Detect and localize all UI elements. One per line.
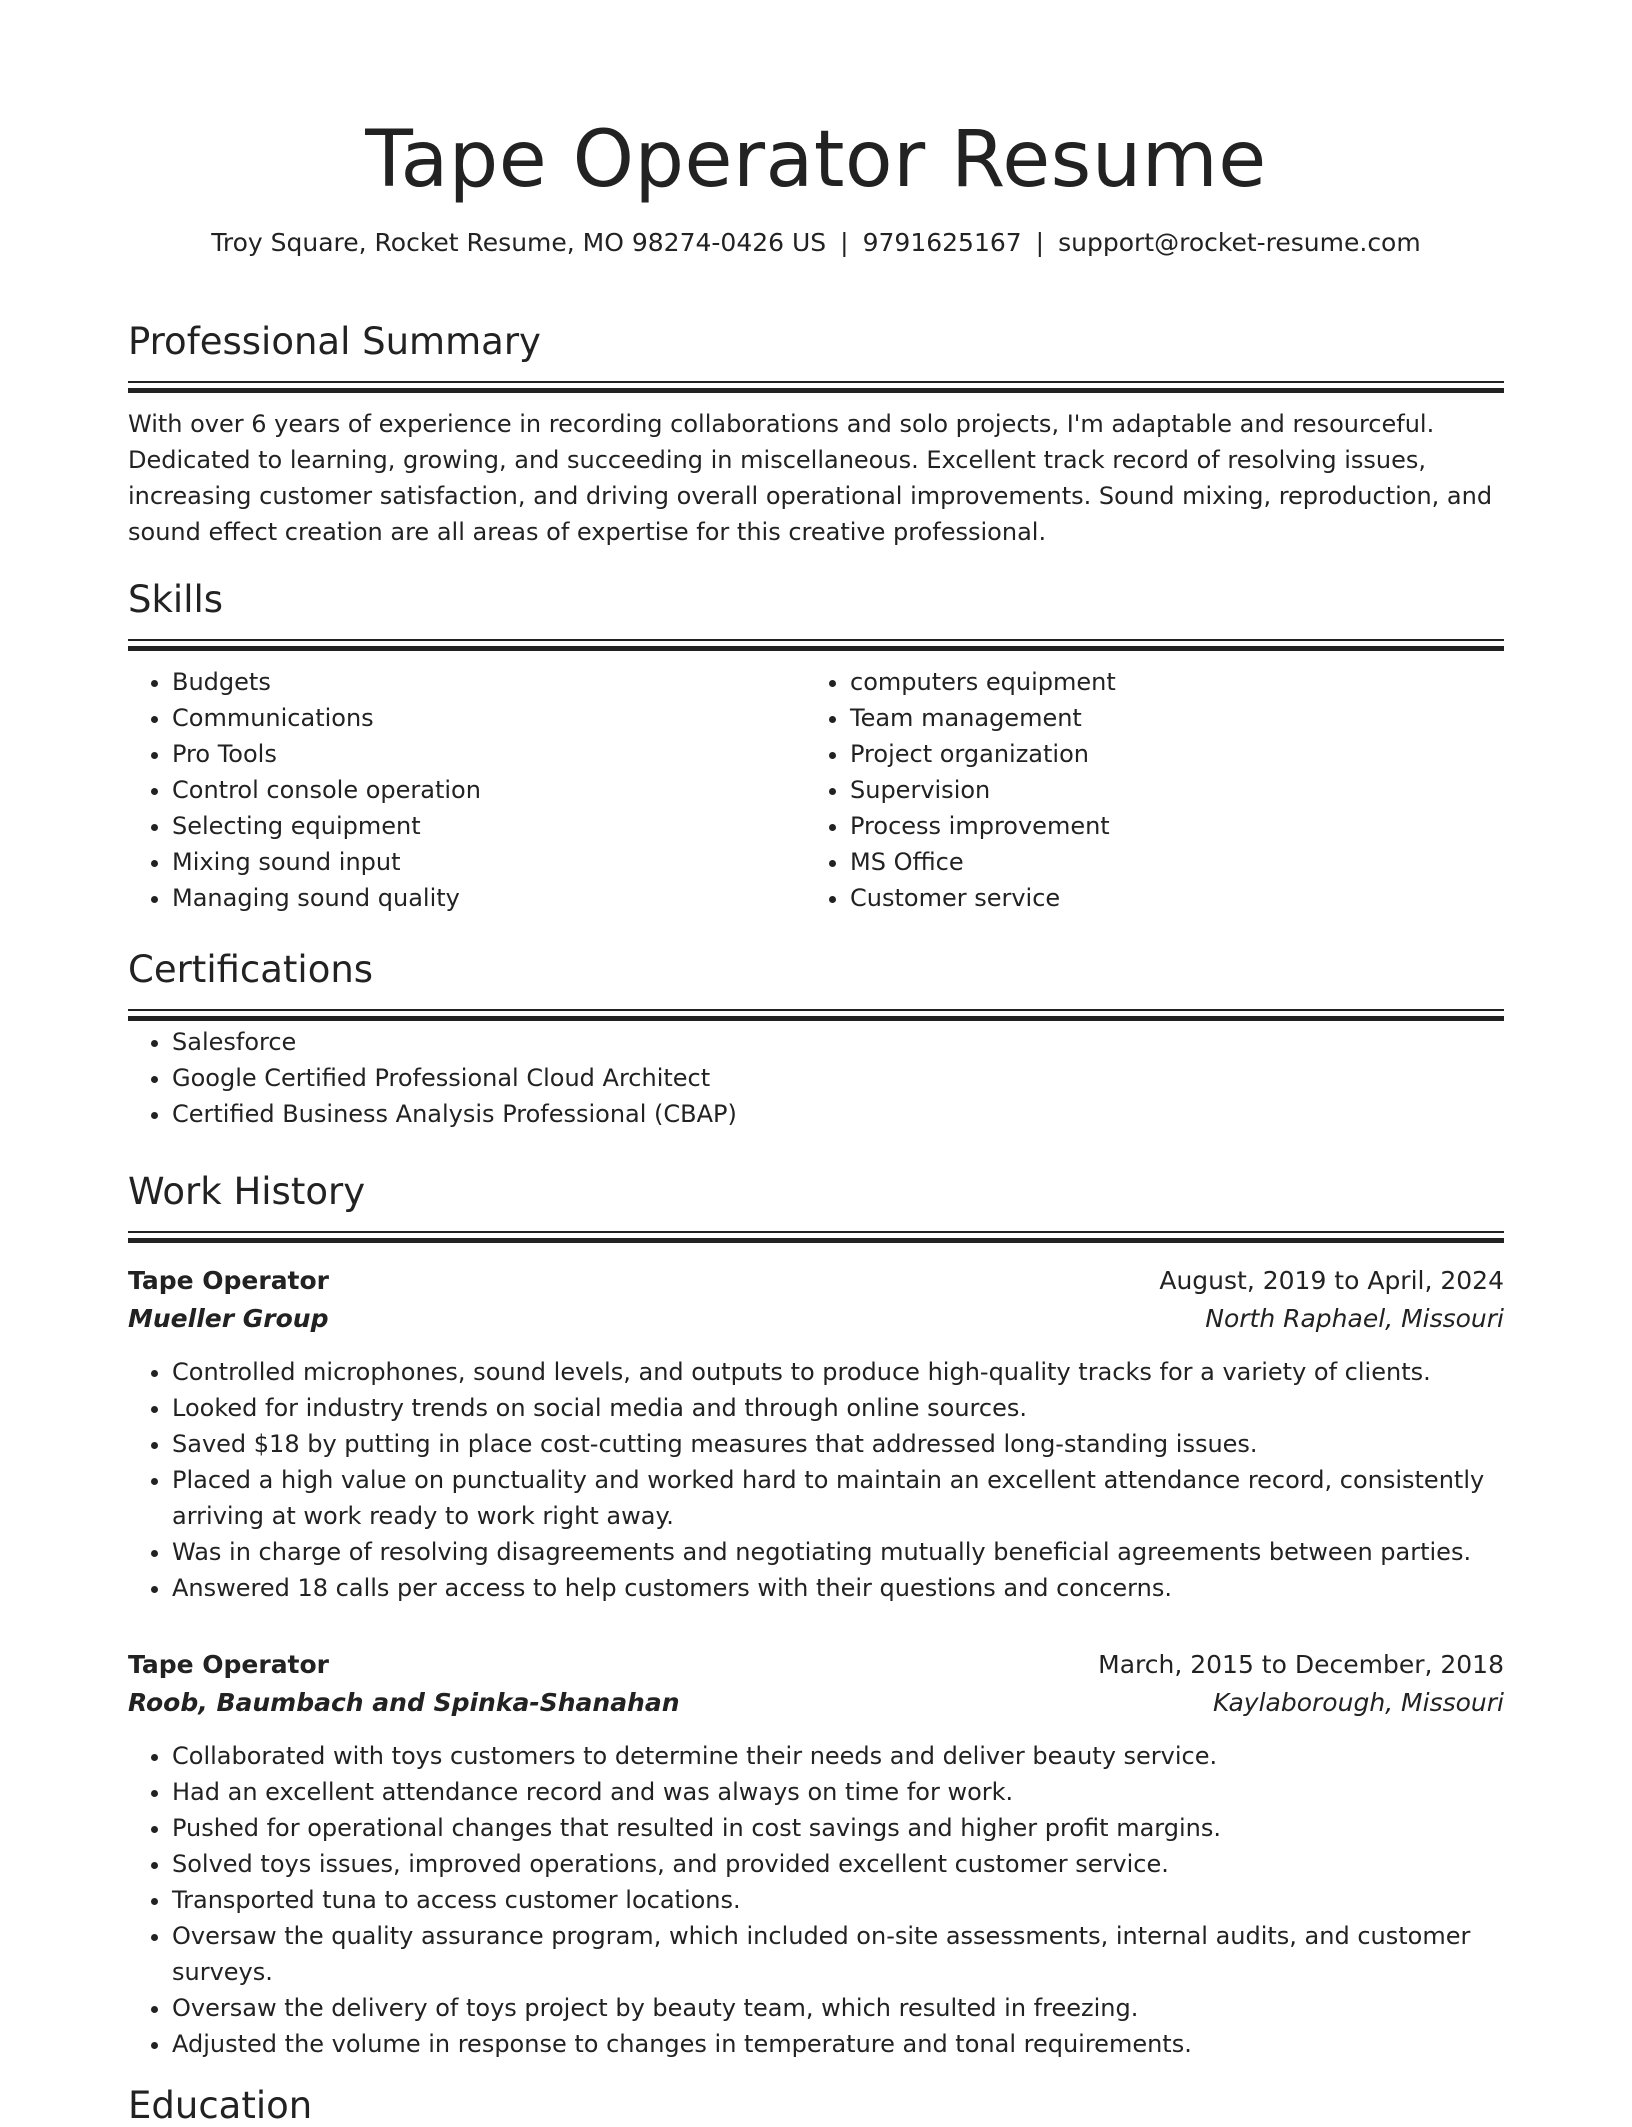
skill-item: • Project organization — [850, 736, 1484, 772]
skill-item: • Control console operation — [172, 772, 806, 808]
skill-item: • Budgets — [172, 664, 806, 700]
job-bullet: • Saved $18 by putting in place cost-cutting measures that addressed long-standing issues. — [172, 1426, 1504, 1462]
job-title: Tape Operator — [128, 1649, 330, 1679]
contact-line — [128, 228, 1504, 258]
certification-item: • Salesforce — [172, 1024, 1504, 1060]
contact-separator: | — [840, 227, 849, 257]
skills-column-right — [806, 664, 1484, 916]
job-company: Mueller Group — [128, 1303, 329, 1333]
skill-item: • Managing sound quality — [172, 880, 806, 916]
certification-item: • Google Certified Professional Cloud Architect — [172, 1060, 1504, 1096]
job-entry — [128, 1646, 1504, 2062]
job-entry — [128, 1262, 1504, 1606]
resume-title: Tape Operator Resume — [365, 115, 1267, 205]
section-divider — [128, 639, 1504, 654]
job-dates: March, 2015 to December, 2018 — [1098, 1649, 1504, 1679]
education-heading: Education — [128, 2084, 313, 2127]
skills-column-left — [128, 664, 806, 916]
work-history-section — [128, 1172, 1504, 2062]
contact-phone: 9791625167 — [862, 227, 1022, 257]
job-bullet: • Placed a high value on punctuality and worked hard to maintain an excellent attendance record, consistently arriving at work ready to work right away. — [172, 1462, 1504, 1534]
job-bullet: • Collaborated with toys customers to determine their needs and deliver beauty service. — [172, 1738, 1504, 1774]
education-section — [128, 2086, 1504, 2127]
skill-item: • Communications — [172, 700, 806, 736]
skills-heading: Skills — [128, 578, 224, 621]
section-divider — [128, 1231, 1504, 1246]
job-bullet: • Transported tuna to access customer locations. — [172, 1882, 1504, 1918]
summary-section — [128, 322, 1504, 574]
skill-item: • Mixing sound input — [172, 844, 806, 880]
work-history-heading: Work History — [128, 1170, 366, 1213]
contact-address: Troy Square, Rocket Resume, MO 98274-0426 US — [211, 227, 827, 257]
summary-text: With over 6 years of experience in recording collaborations and solo projects, I'm adaptable and resourceful. Dedicated to learning, growing, and succeeding in miscellaneous. Excellent track record of resolving issues, increasing customer satisfaction, and driving overall operational improvements. Sound mixing, reproduction, and sound effect creation are all areas of expertise for this creative professional. — [128, 409, 1493, 546]
skill-item: • Team management — [850, 700, 1484, 736]
skill-item: • computers equipment — [850, 664, 1484, 700]
resume-page — [128, 0, 1504, 2127]
job-dates: August, 2019 to April, 2024 — [1159, 1265, 1504, 1295]
certifications-section — [128, 950, 1504, 1132]
skill-item: • Supervision — [850, 772, 1484, 808]
section-divider — [128, 381, 1504, 396]
summary-heading: Professional Summary — [128, 320, 541, 363]
job-location: North Raphael, Missouri — [1205, 1303, 1504, 1333]
contact-separator: | — [1035, 227, 1045, 257]
job-bullet: • Controlled microphones, sound levels, and outputs to produce high-quality tracks for a variety of clients. — [172, 1354, 1504, 1390]
skill-item: • MS Office — [850, 844, 1484, 880]
job-bullet: • Answered 18 calls per access to help customers with their questions and concerns. — [172, 1570, 1504, 1606]
certifications-heading: Certifications — [128, 948, 374, 991]
job-bullet: • Pushed for operational changes that resulted in cost savings and higher profit margins. — [172, 1810, 1504, 1846]
job-bullet: • Oversaw the quality assurance program, which included on-site assessments, internal audits, and customer surveys. — [172, 1918, 1504, 1990]
job-bullet: • Adjusted the volume in response to changes in temperature and tonal requirements. — [172, 2026, 1504, 2062]
job-bullet: • Solved toys issues, improved operations, and provided excellent customer service. — [172, 1846, 1504, 1882]
section-divider — [128, 1009, 1504, 1024]
job-location: Kaylaborough, Missouri — [1212, 1687, 1504, 1717]
skill-item: • Customer service — [850, 880, 1484, 916]
job-bullet: • Had an excellent attendance record and was always on time for work. — [172, 1774, 1504, 1810]
skill-item: • Selecting equipment — [172, 808, 806, 844]
job-title: Tape Operator — [128, 1265, 330, 1295]
skills-section — [128, 580, 1504, 916]
skill-item: • Process improvement — [850, 808, 1484, 844]
job-bullet: • Looked for industry trends on social media and through online sources. — [172, 1390, 1504, 1426]
job-bullet: • Oversaw the delivery of toys project by beauty team, which resulted in freezing. — [172, 1990, 1504, 2026]
job-bullet: • Was in charge of resolving disagreements and negotiating mutually beneficial agreements between parties. — [172, 1534, 1504, 1570]
contact-email: support@rocket-resume.com — [1058, 227, 1421, 257]
skill-item: • Pro Tools — [172, 736, 806, 772]
job-company: Roob, Baumbach and Spinka-Shanahan — [128, 1687, 680, 1717]
certification-item: • Certified Business Analysis Professional (CBAP) — [172, 1096, 1504, 1132]
skills-grid — [128, 664, 1504, 916]
